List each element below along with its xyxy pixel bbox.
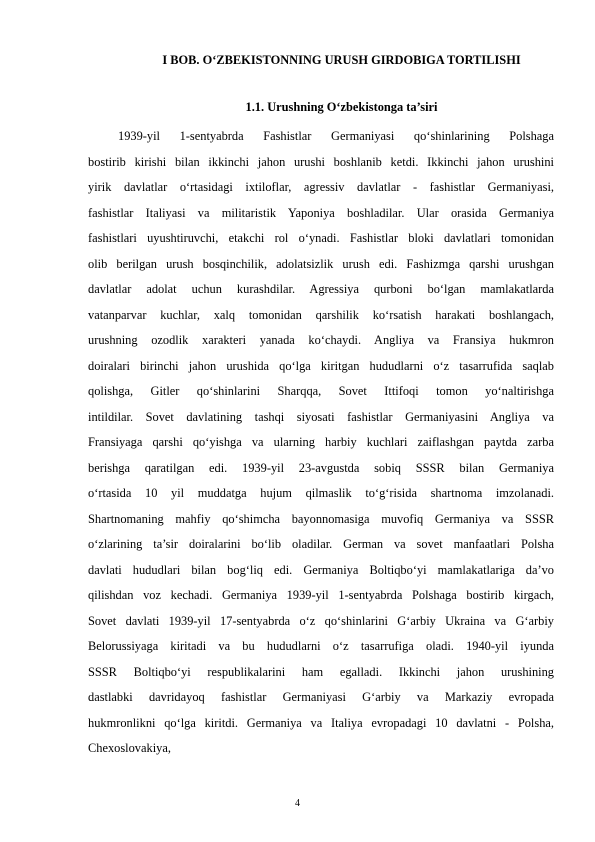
paragraph-line: qolishga, Gitler qo‘shinlarini Sharqqa, Sovet Ittifoqi tomon yo‘naltirishga [88, 384, 554, 398]
paragraph-line: Shartnomaning mahfiy qo‘shimcha bayonnomasiga muvofiq Germaniya va SSSR [88, 512, 554, 526]
paragraph-line: urushning ozodlik xarakteri yanada ko‘chaydi. Angliya va Fransiya hukmron [88, 333, 554, 347]
paragraph-line: bostirib kirishi bilan ikkinchi jahon urushi boshlanib ketdi. Ikkinchi jahon urushini [88, 155, 554, 169]
paragraph-line: vatanparvar kuchlar, xalq tomonidan qarshilik ko‘rsatish harakati boshlangach, [88, 308, 554, 322]
paragraph-line: hukmronlikni qo‘lga kiritdi. Germaniya va Italiya evropadagi 10 davlatni - Polsha, [88, 716, 554, 730]
paragraph-line: olib berilgan urush bosqinchilik, adolatsizlik urush edi. Fashizmga qarshi urushgan [88, 257, 554, 271]
paragraph-line: Fransiyaga qarshi qo‘yishga va ularning harbiy kuchlari zaiflashgan paytda zarba [88, 435, 554, 449]
paragraph-line: davlatlar adolat uchun kurashdilar. Agressiya qurboni bo‘lgan mamlakatlarda [88, 282, 554, 296]
paragraph-line: yirik davlatlar o‘rtasidagi ixtiloflar, agressiv davlatlar - fashistlar Germaniyasi, [88, 180, 554, 194]
paragraph-line: davlati hududlari bilan bog‘liq edi. Germaniya Boltiqbo‘yi mamlakatlariga da’vo [88, 563, 554, 577]
paragraph-line: fashistlari uyushtiruvchi, etakchi rol o‘ynadi. Fashistlar bloki davlatlari tomonidan [88, 231, 554, 245]
paragraph-line: o‘rtasida 10 yil muddatga hujum qilmaslik to‘g‘risida shartnoma imzolanadi. [88, 486, 554, 500]
paragraph-line: doiralari birinchi jahon urushida qo‘lga kiritgan hududlarni o‘z tasarrufida saqlab [88, 359, 554, 373]
paragraph-line: o‘zlarining ta’sir doiralarini bo‘lib oladilar. German va sovet manfaatlari Polsha [88, 537, 554, 551]
paragraph-line: 1939-yil 1-sentyabrda Fashistlar Germaniyasi qo‘shinlarining Polshaga [118, 129, 554, 143]
paragraph-line: Chexoslovakiya, [88, 741, 171, 755]
paragraph-line: berishga qaratilgan edi. 1939-yil 23-avgustda sobiq SSSR bilan Germaniya [88, 461, 554, 475]
section-title: 1.1. Urushning O‘zbekistonga ta’siri [245, 100, 438, 114]
paragraph-line: qilishdan voz kechadi. Germaniya 1939-yil 1-sentyabrda Polshaga bostirib kirgach, [88, 588, 554, 602]
page-number: 4 [295, 798, 300, 809]
paragraph-line: fashistlar Italiyasi va militaristik Yaponiya boshladilar. Ular orasida Germaniya [88, 206, 554, 220]
paragraph-line: dastlabki davridayoq fashistlar Germaniyasi G‘arbiy va Markaziy evropada [88, 690, 554, 704]
chapter-title: I BOB. O‘ZBEKISTONNING URUSH GIRDOBIGA TORTILISHI [162, 53, 521, 67]
paragraph-line: Belorussiyaga kiritadi va bu hududlarni o‘z tasarrufiga oladi. 1940-yil iyunda [88, 639, 554, 653]
paragraph-line: SSSR Boltiqbo‘yi respublikalarini ham egalladi. Ikkinchi jahon urushining [88, 665, 554, 679]
paragraph-line: Sovet davlati 1939-yil 17-sentyabrda o‘z qo‘shinlarini G‘arbiy Ukraina va G‘arbiy [88, 614, 554, 628]
paragraph-line: intildilar. Sovet davlatining tashqi siyosati fashistlar Germaniyasini Angliya va [88, 410, 554, 424]
